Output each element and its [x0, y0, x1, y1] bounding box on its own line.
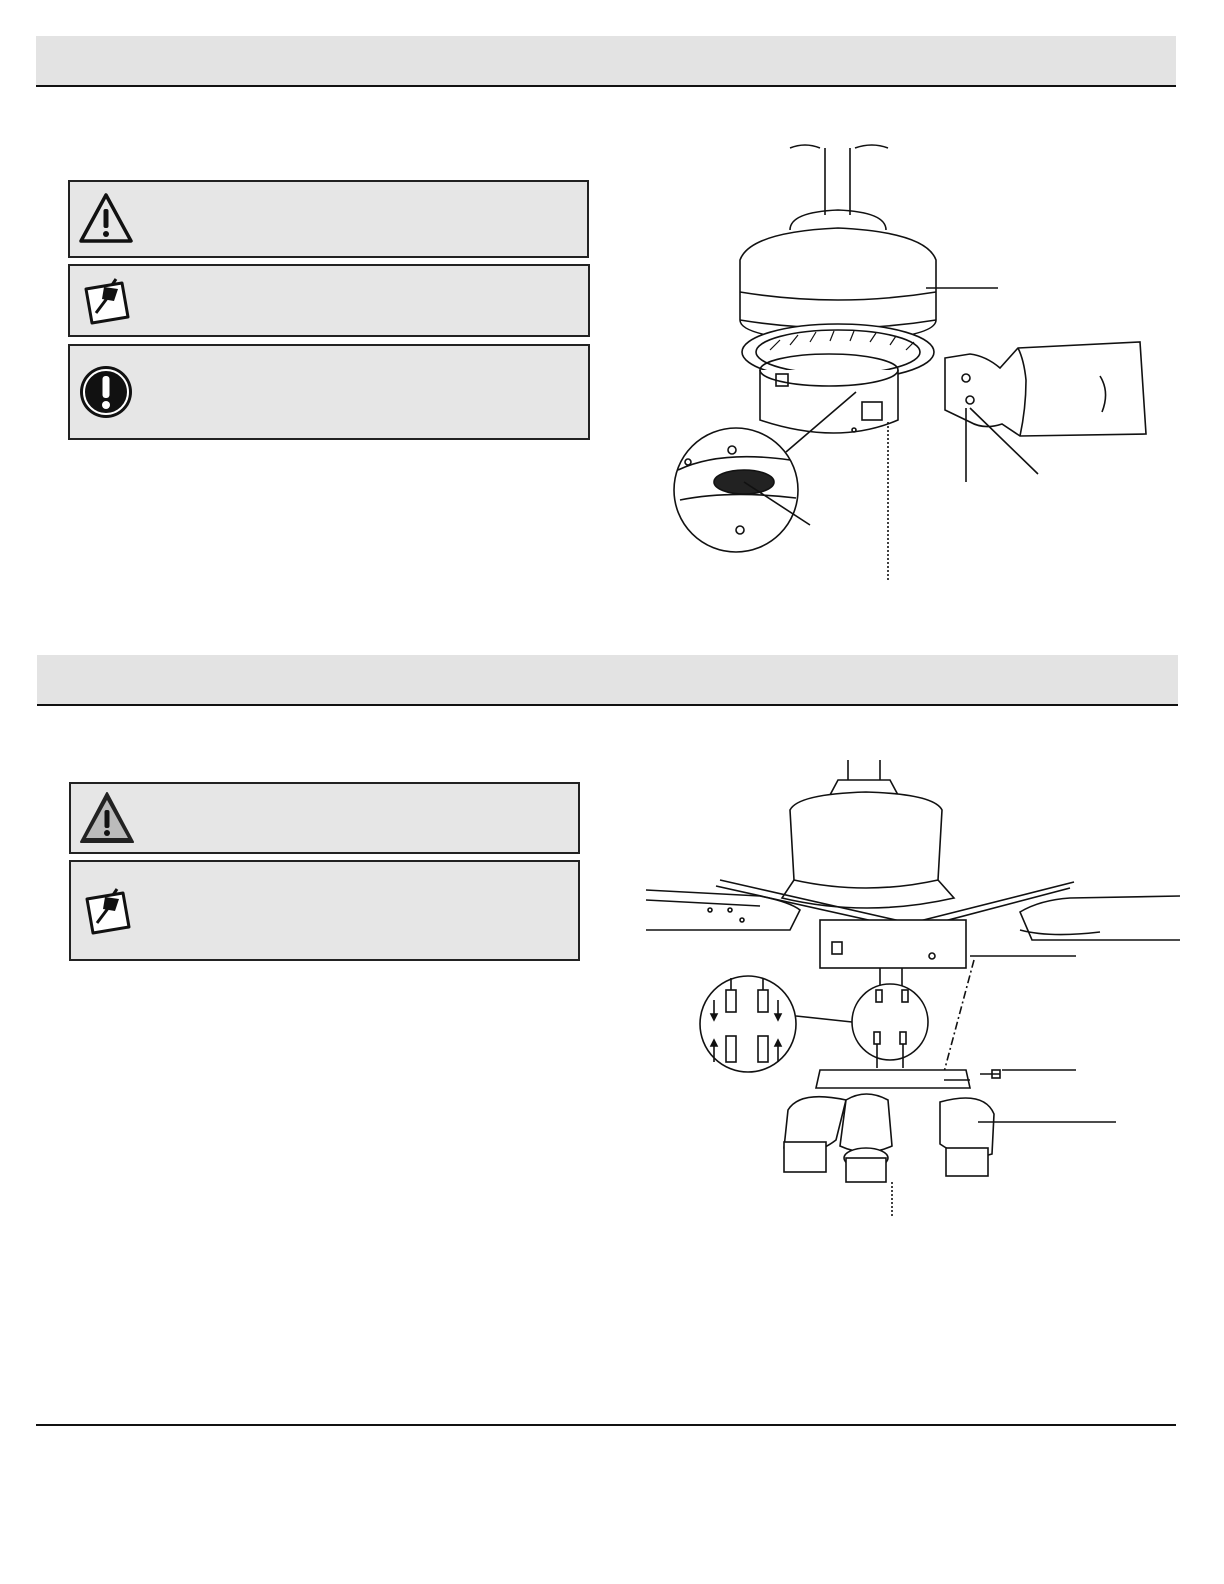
section-1-header	[36, 36, 1176, 87]
note-callout	[68, 264, 590, 337]
note-pin-icon	[79, 883, 135, 939]
warning-callout-2	[69, 782, 580, 854]
section-2-header	[37, 655, 1178, 706]
light-kit-wiring-illustration	[640, 750, 1180, 1220]
footer-rule	[36, 1424, 1176, 1426]
warning-triangle-icon	[79, 790, 135, 846]
warning-callout	[68, 180, 589, 258]
warning-triangle-icon	[78, 191, 134, 247]
note-pin-icon	[78, 273, 134, 329]
note-callout-2	[69, 860, 580, 961]
fan-motor-blade-arm-illustration	[640, 130, 1180, 600]
exclamation-circle-icon	[78, 364, 134, 420]
important-callout	[68, 344, 590, 440]
